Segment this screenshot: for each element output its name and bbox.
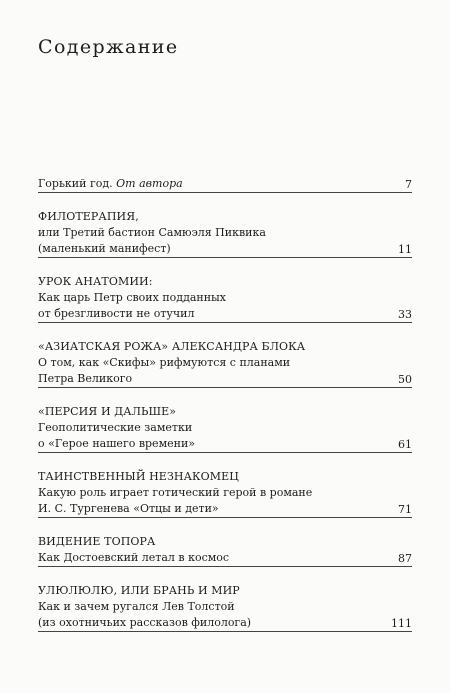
- toc-entry-subtitle: О том, как «Скифы» рифмуются с планами: [38, 356, 291, 369]
- toc-entry-subtitle: о «Герое нашего времени»: [38, 436, 412, 453]
- table-of-contents: [38, 176, 412, 648]
- toc-entry-subtitle: (маленький манифест): [38, 241, 412, 258]
- toc-entry: [38, 274, 412, 323]
- toc-entry-subtitle: Как и зачем ругался Лев Толстой: [38, 600, 235, 613]
- toc-entry-subtitle: (из охотничьих рассказов филолога): [38, 615, 412, 632]
- toc-entry-heading: ВИДЕНИЕ ТОПОРА: [38, 535, 156, 548]
- toc-entry-line: [38, 176, 412, 193]
- toc-entry: [38, 209, 412, 258]
- toc-entry-heading: ТАИНСТВЕННЫЙ НЕЗНАКОМЕЦ: [38, 470, 239, 483]
- toc-entry: [38, 176, 412, 193]
- toc-entry-heading: «ПЕРСИЯ И ДАЛЬШЕ»: [38, 405, 177, 418]
- toc-entry-italic: От автора: [116, 177, 183, 190]
- toc-entry-text: Горький год.: [38, 177, 113, 190]
- page-title: Содержание: [38, 36, 179, 58]
- page-number: 50: [398, 373, 412, 386]
- page-number: 7: [405, 178, 412, 191]
- page-number: 71: [398, 503, 412, 516]
- toc-entry-heading: УЛЮЛЮЛЮ, ИЛИ БРАНЬ И МИР: [38, 584, 240, 597]
- toc-entry-subtitle: Как Достоевский летал в космос: [38, 550, 412, 567]
- toc-entry: [38, 339, 412, 388]
- page-number: 11: [398, 243, 412, 256]
- page-number: 111: [391, 617, 412, 630]
- toc-entry-heading: ФИЛОТЕРАПИЯ,: [38, 210, 139, 223]
- toc-entry: [38, 583, 412, 632]
- toc-entry-subtitle: Петра Великого: [38, 371, 412, 388]
- toc-entry-heading: УРОК АНАТОМИИ:: [38, 275, 153, 288]
- page-number: 61: [398, 438, 412, 451]
- toc-entry-subtitle: от брезгливости не отучил: [38, 306, 412, 323]
- toc-entry-heading: «АЗИАТСКАЯ РОЖА» АЛЕКСАНДРА БЛОКА: [38, 340, 306, 353]
- toc-entry: [38, 534, 412, 567]
- toc-entry-subtitle: И. С. Тургенева «Отцы и дети»: [38, 501, 412, 518]
- toc-entry: [38, 404, 412, 453]
- toc-entry-subtitle: или Третий бастион Самюэля Пиквика: [38, 226, 266, 239]
- toc-entry-subtitle: Геополитические заметки: [38, 421, 193, 434]
- toc-entry-subtitle: Как царь Петр своих подданных: [38, 291, 227, 304]
- toc-entry: [38, 469, 412, 518]
- page-number: 33: [398, 308, 412, 321]
- page-number: 87: [398, 552, 412, 565]
- toc-entry-subtitle: Какую роль играет готический герой в романе: [38, 486, 313, 499]
